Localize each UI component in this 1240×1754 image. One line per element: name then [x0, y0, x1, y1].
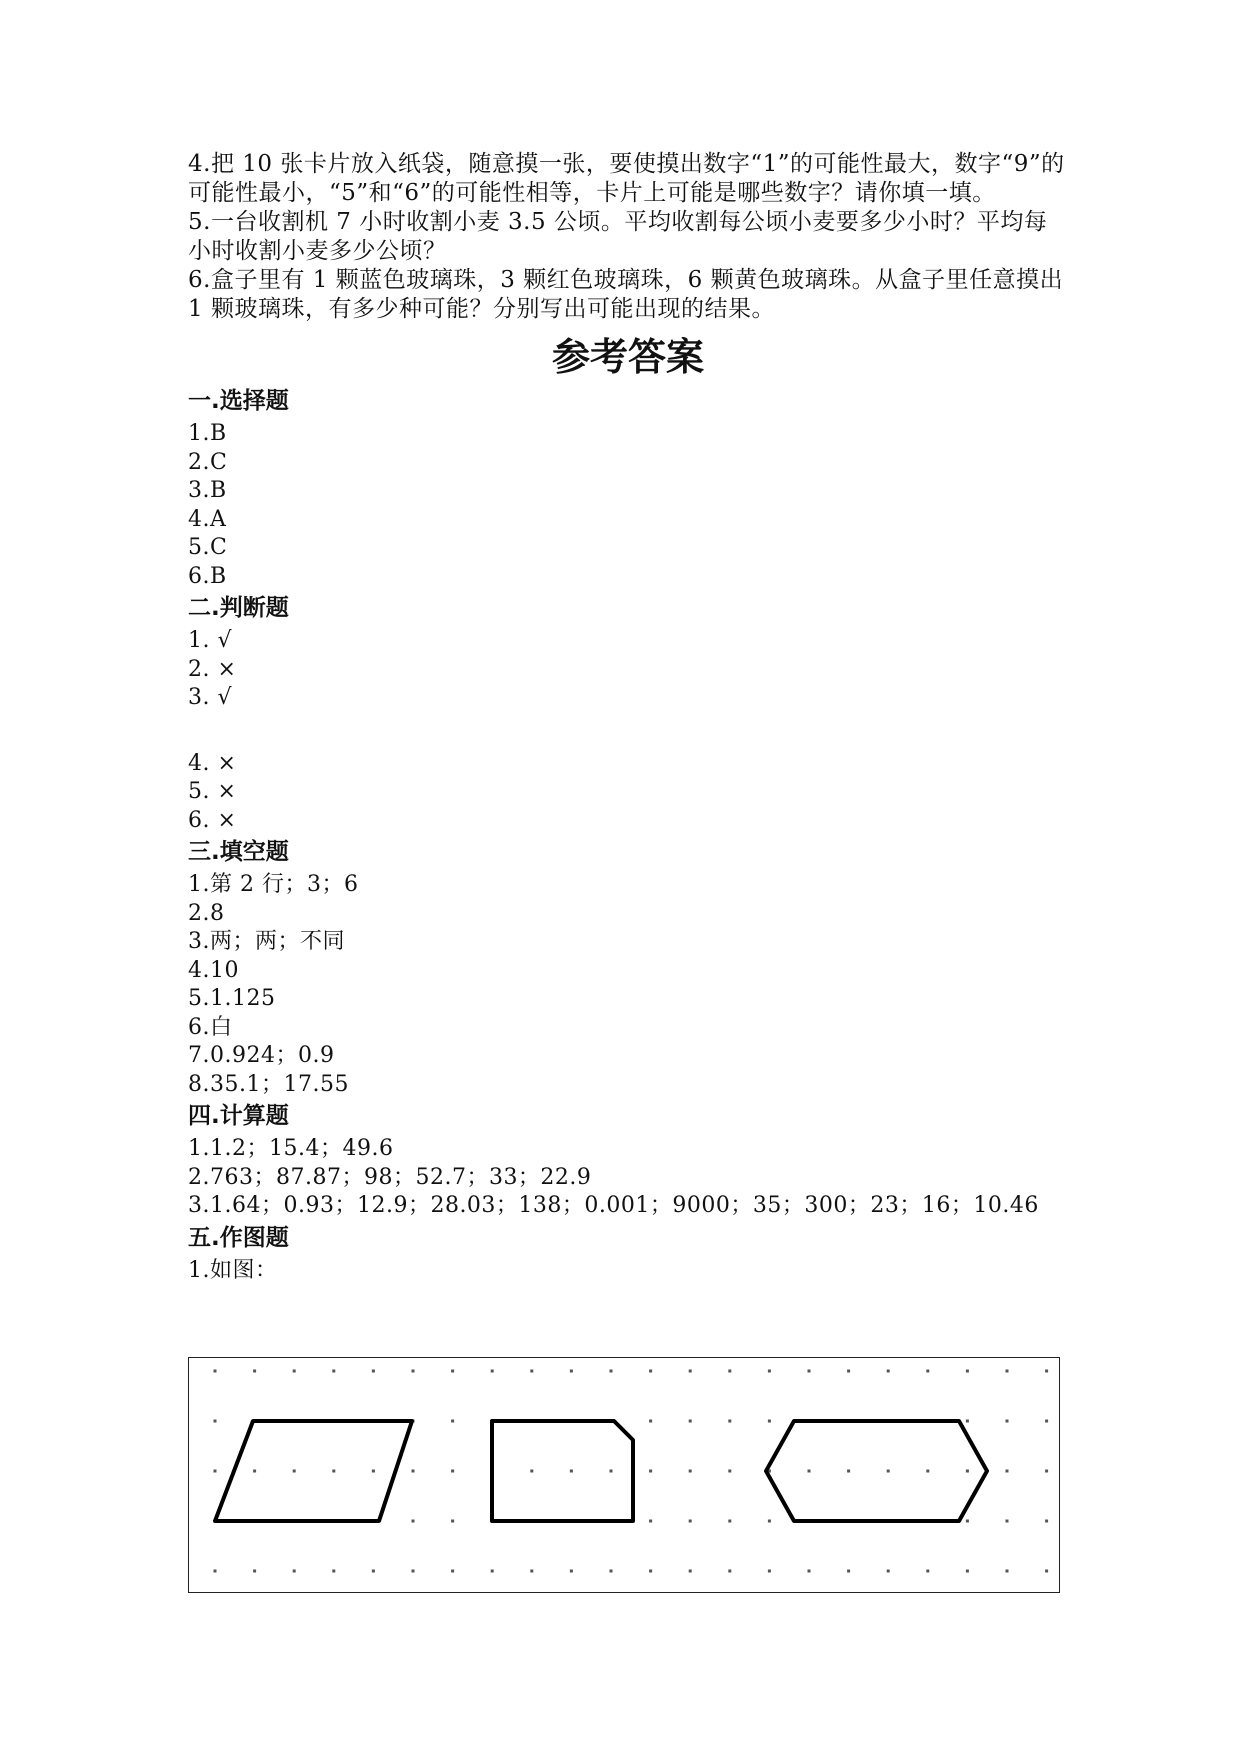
grid-dot [372, 1470, 375, 1473]
answer-line: 5.C [188, 535, 228, 560]
grid-dot [570, 1470, 573, 1473]
section-heading-fill: 三.填空题 [188, 839, 289, 865]
grid-dot [451, 1470, 454, 1473]
grid-dot [966, 1420, 969, 1423]
grid-dot [689, 1470, 692, 1473]
dot-grid-drawing [189, 1358, 1058, 1591]
grid-dot [1006, 1470, 1009, 1473]
grid-dot [570, 1570, 573, 1573]
question-6: 6.盒子里有 1 颗蓝色玻璃珠，3 颗红色玻璃珠，6 颗黄色玻璃珠。从盒子里任意摸出 1 颗玻璃珠，有多少种可能？分别写出可能出现的结果。 [188, 267, 1064, 322]
grid-dot [847, 1470, 850, 1473]
grid-dot [1006, 1420, 1009, 1423]
section-heading-calc: 四.计算题 [188, 1103, 289, 1129]
grid-dot [649, 1520, 652, 1523]
grid-dot [966, 1470, 969, 1473]
grid-dot [728, 1570, 731, 1573]
grid-dot [1045, 1420, 1048, 1423]
grid-dot [926, 1470, 929, 1473]
grid-dot [1006, 1570, 1009, 1573]
grid-dot [293, 1570, 296, 1573]
grid-dot [491, 1570, 494, 1573]
grid-dot [768, 1520, 771, 1523]
grid-dot [1045, 1520, 1048, 1523]
section-heading-judge: 二.判断题 [188, 595, 289, 621]
grid-dot [530, 1470, 533, 1473]
grid-dot [214, 1570, 217, 1573]
grid-dot [214, 1420, 217, 1423]
grid-dot [451, 1520, 454, 1523]
grid-dot [570, 1370, 573, 1373]
answer-line: 2.8 [188, 900, 225, 926]
grid-dot [214, 1470, 217, 1473]
grid-dot [253, 1370, 256, 1373]
grid-dot [728, 1520, 731, 1523]
grid-dot [332, 1370, 335, 1373]
question-5: 5.一台收割机 7 小时收割小麦 3.5 公顷。平均收割每公顷小麦要多少小时？平均每小时收割小麦多少公顷？ [188, 209, 1048, 264]
answer-line: 5.1.125 [188, 986, 276, 1011]
answer-line: 4. × [188, 750, 237, 776]
grid-dot [332, 1470, 335, 1473]
grid-dot [689, 1570, 692, 1573]
grid-dot [966, 1370, 969, 1373]
grid-dot [293, 1370, 296, 1373]
grid-dot [649, 1420, 652, 1423]
grid-dot [610, 1370, 613, 1373]
grid-dot [372, 1570, 375, 1573]
answer-line: 1.第 2 行；3；6 [188, 872, 359, 897]
grid-dot [1045, 1570, 1048, 1573]
answer-line: 3.两；两；不同 [188, 929, 345, 954]
grid-dot [451, 1420, 454, 1423]
grid-dot [214, 1370, 217, 1373]
grid-dot [808, 1370, 811, 1373]
answer-line: 4.A [188, 506, 227, 532]
answer-line: 1.如图： [188, 1257, 278, 1283]
answer-title: 参考答案 [551, 335, 704, 379]
section-heading-drawing: 五.作图题 [188, 1224, 289, 1251]
answer-line: 6.白 [188, 1014, 233, 1040]
answer-line: 2.C [188, 449, 228, 475]
grid-dot [649, 1370, 652, 1373]
answer-line: 6.B [188, 563, 227, 589]
parallelogram-shape [215, 1421, 412, 1521]
grid-dot [926, 1570, 929, 1573]
question-4: 4.把 10 张卡片放入纸袋，随意摸一张，要使摸出数字“1”的可能性最大，数字“9”的可能性最小，“5”和“6”的可能性相等，卡片上可能是哪些数字？请你填一填。 [188, 151, 1065, 206]
answer-line: 7.0.924；0.9 [188, 1043, 335, 1068]
grid-dot [332, 1570, 335, 1573]
answer-line: 6. × [188, 807, 237, 833]
grid-dot [728, 1420, 731, 1423]
grid-dot [808, 1570, 811, 1573]
answer-line: 1.B [188, 421, 227, 446]
grid-dot [412, 1370, 415, 1373]
grid-dot [768, 1570, 771, 1573]
answer-line: 2. × [188, 656, 237, 682]
dot-grid-figure [188, 1357, 1060, 1593]
grid-dot [412, 1520, 415, 1523]
grid-dot [610, 1570, 613, 1573]
grid-dot [768, 1420, 771, 1423]
grid-dot [1006, 1370, 1009, 1373]
grid-dot [689, 1370, 692, 1373]
grid-dot [451, 1570, 454, 1573]
grid-dot [728, 1370, 731, 1373]
grid-dot [293, 1470, 296, 1473]
hexagon-shape [766, 1421, 987, 1521]
grid-dot [530, 1570, 533, 1573]
answer-line: 8.35.1；17.55 [188, 1071, 349, 1097]
grid-dot [491, 1370, 494, 1373]
grid-dot [926, 1370, 929, 1373]
grid-dot [530, 1370, 533, 1373]
grid-dot [1045, 1370, 1048, 1373]
answer-line: 1. √ [188, 628, 233, 653]
grid-dot [649, 1570, 652, 1573]
answer-line: 3.B [188, 478, 227, 503]
grid-dot [847, 1370, 850, 1373]
grid-dot [689, 1520, 692, 1523]
answer-line: 3.1.64；0.93；12.9；28.03；138；0.001；9000；35；300；23；16；10.46 [188, 1193, 1039, 1218]
grid-dot [372, 1370, 375, 1373]
grid-dot [412, 1570, 415, 1573]
grid-dot [412, 1470, 415, 1473]
grid-dot [451, 1370, 454, 1373]
grid-dot [689, 1420, 692, 1423]
grid-dot [887, 1370, 890, 1373]
grid-dot [1006, 1520, 1009, 1523]
grid-dot [966, 1570, 969, 1573]
grid-dot [649, 1470, 652, 1473]
grid-dot [1045, 1470, 1048, 1473]
answer-line: 1.1.2；15.4；49.6 [188, 1136, 394, 1161]
grid-dot [808, 1470, 811, 1473]
grid-dot [966, 1520, 969, 1523]
grid-dot [887, 1470, 890, 1473]
spacer [188, 713, 1068, 750]
answer-line: 4.10 [188, 957, 239, 983]
page-content [188, 150, 1068, 1285]
grid-dot [728, 1470, 731, 1473]
answer-line: 3. √ [188, 685, 233, 710]
grid-dot [887, 1570, 890, 1573]
grid-dot [610, 1470, 613, 1473]
answer-line: 5. × [188, 779, 237, 804]
grid-dot [253, 1570, 256, 1573]
section-heading-choice: 一.选择题 [188, 388, 289, 414]
grid-dot [253, 1470, 256, 1473]
grid-dots [214, 1370, 1049, 1573]
grid-dot [768, 1370, 771, 1373]
answer-line: 2.763；87.87；98；52.7；33；22.9 [188, 1164, 592, 1190]
grid-dot [847, 1570, 850, 1573]
